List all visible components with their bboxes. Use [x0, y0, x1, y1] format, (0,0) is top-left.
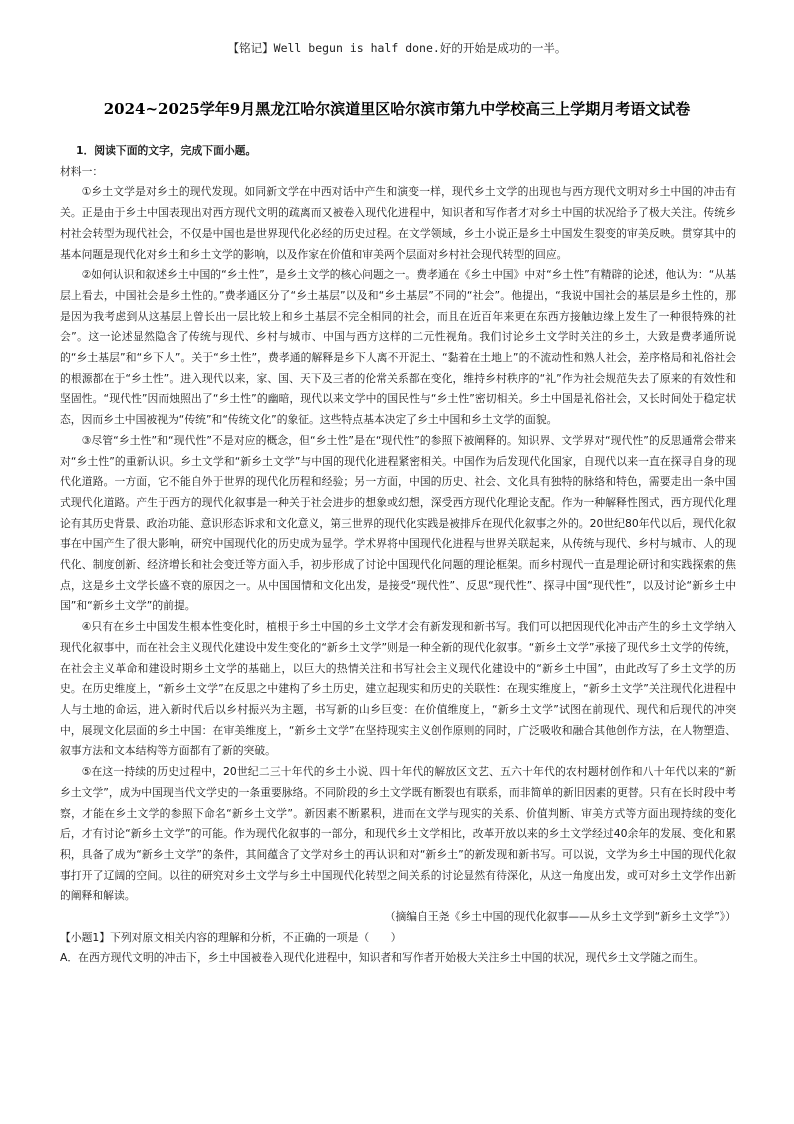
option-a: A．在西方现代文明的冲击下，乡土中国被卷入现代化进程中，知识者和写作者开始极大关注乡土中国的状况，现代乡土文学随之而生。	[60, 951, 705, 965]
paragraph-5: ⑤在这一持续的历史过程中，20世纪二三十年代的乡土小说、四十年代的解放区文艺、五六十年代的农村题材创作和八十年代以来的“新乡土文学”，成为中国现当代文学史的一条重要脉络。不同阶段的乡土文学既有断裂也有联系，而非简单的新旧因素的更替。只有在长时段中考察，才能在乡土文学的参照下命名“新乡土文学”。新因素不断累积，进而在文学与现实的关系、价值判断、审美方式等方面出现持续的变化后，才有讨论“新乡土文学”的可能。作为现代化叙事的一部分，和现代乡土文学相比，改革开放以来的乡土文学经过40余年的发展、变化和累积，具备了成为“新乡土文学”的条件，其间蕴含了文学对乡土的再认识和对“新乡土”的新发现和新书写。可以说，文学为乡土中国的现代化叙事打开了辽阔的空间。以往的研究对乡土文学与乡土中国现代化转型之间关系的讨论显然有待深化，从这一角度出发，或可对乡土文学作出新的阐释和解读。	[60, 765, 736, 903]
sub-question-1: 【小题1】下列对原文相关内容的理解和分析，不正确的一项是（ ）	[60, 930, 402, 944]
paragraph-4: ④只有在乡土中国发生根本性变化时，植根于乡土中国的乡土文学才会有新发现和新书写。我们可以把因现代化冲击产生的乡土文学纳入现代化叙事中，而在社会主义现代化建设中发生变化的“新乡土文学”则是一种全新的现代化叙事。“新乡土文学”承接了现代乡土文学的传统，在社会主义革命和建设时期乡土文学的基础上，以巨大的热情关注和书写社会主义现代化建设中的“新乡土中国”，由此改写了乡土文学的历史。在历史维度上，“新乡土文学”在反思之中建构了乡土历史，建立起现实和历史的关联性：在现实维度上，“新乡土文学”关注现代化进程中人与土地的命运，进入新时代后以乡村振兴为主题，书写新的山乡巨变：在价值维度上，“新乡土文学”试图在前现代、现代和后现代的冲突中，展现文化层面的乡土中国：在审美维度上，“新乡土文学”在坚持现实主义创作原则的同时，广泛吸收和融合其他创作方法，在人物塑造、叙事方法和文本结构等方面都有了新的突破。	[60, 620, 736, 758]
source-citation: （摘编自王尧《乡土中国的现代化叙事——从乡土文学到“新乡土文学”》）	[384, 910, 736, 924]
exam-title: 2024~2025学年9月黑龙江哈尔滨道里区哈尔滨市第九中学校高三上学期月考语文试卷	[103, 100, 691, 118]
paragraph-1: ①乡土文学是对乡土的现代发现。如同新文学在中西对话中产生和演变一样，现代乡土文学的出现也与西方现代文明对乡土中国的冲击有关。正是由于乡土中国表现出对西方现代文明的疏离而又被卷入现代化进程中，知识者和写作者才对乡土中国的状况给予了极大关注。传统乡村社会转型为现代社会，不仅是中国也是世界现代化必经的历史过程。在文学领域，乡土小说正是乡土中国发生裂变的审美反映。贯穿其中的基本问题是现代化对乡土和乡土文学的影响，以及作家在价值和审美两个层面对乡村社会现代转型的回应。	[60, 185, 736, 261]
motto-header: 【铭记】Well begun is half done.好的开始是成功的一半。	[227, 41, 567, 55]
material-label: 材料一：	[60, 164, 104, 178]
question-heading: 1．阅读下面的文字，完成下面小题。	[76, 144, 257, 157]
exam-content	[60, 141, 736, 969]
paragraph-2: ②如何认识和叙述乡土中国的“乡土性”，是乡土文学的核心问题之一。费孝通在《乡土中国》中对“乡土性”有精辟的论述，他认为：“从基层上看去，中国社会是乡土性的。”费孝通区分了“乡土基层”以及和“乡土基层”不同的“社会”。他提出，“我说中国社会的基层是乡土性的，那是因为我考虑到从这基层上曾长出一层比较上和乡土基层不完全相同的社会，而且在近百年来更在东西方接触边缘上发生了一种很特殊的社会”。这一论述显然隐含了传统与现代、乡村与城市、中国与西方这样的二元性视角。我们讨论乡土文学时关注的乡土，大致是费孝通所说的“乡土基层”和“乡下人”。关于“乡土性”，费孝通的解释是乡下人离不开泥土、“黏着在土地上”的不流动性和熟人社会，差序格局和礼俗社会的根源都在于“乡土性”。进入现代以来，家、国、天下及三者的伦常关系都在变化，维持乡村秩序的“礼”作为社会规范失去了原来的有效性和坚固性。“现代性”因而烛照出了“乡土性”的幽暗，现代以来文学中的国民性与“乡土性”密切相关。乡土中国是礼俗社会，又长时间处于稳定状态，因而乡土中国被视为“传统”和“传统文化”的象征。这些特点基本决定了乡土中国和乡土文学的面貌。	[60, 268, 736, 427]
paragraph-3: ③尽管“乡土性”和“现代性”不是对应的概念，但“乡土性”是在“现代性”的参照下被阐释的。知识界、文学界对“现代性”的反思通常会带来对“乡土性”的重新认识。乡土文学和“新乡土文学”与中国的现代化进程紧密相关。中国作为后发现代化国家，自现代以来一直在探寻自身的现代化道路。一方面，它不能自外于世界的现代化历程和经验；另一方面，中国的历史、社会、文化具有独特的脉络和特色，需要走出一条中国式现代化道路。产生于西方的现代化叙事是一种关于社会进步的想象或幻想，深受西方现代化理论支配。作为一种解释性图式，西方现代化理论有其历史背景、政治功能、意识形态诉求和文化意义，第三世界的现代化实践是被排斥在现代化叙事之外的。20世纪80年代以后，现代化叙事在中国产生了很大影响，研究中国现代化的历史成为显学。学术界将中国现代化进程与世界关联起来，从传统与现代、乡村与城市、人的现代化、制度创新、经济增长和社会变迁等方面入手，初步形成了讨论中国现代化问题的理论框架。而乡村现代一直是理论研讨和实践探索的焦点，这是乡土文学长盛不衰的原因之一。从中国国情和文化出发，是接受“现代性”、反思“现代性”、探寻中国“现代性”，以及讨论“新乡土中国”和“新乡土文学”的前提。	[60, 433, 736, 613]
